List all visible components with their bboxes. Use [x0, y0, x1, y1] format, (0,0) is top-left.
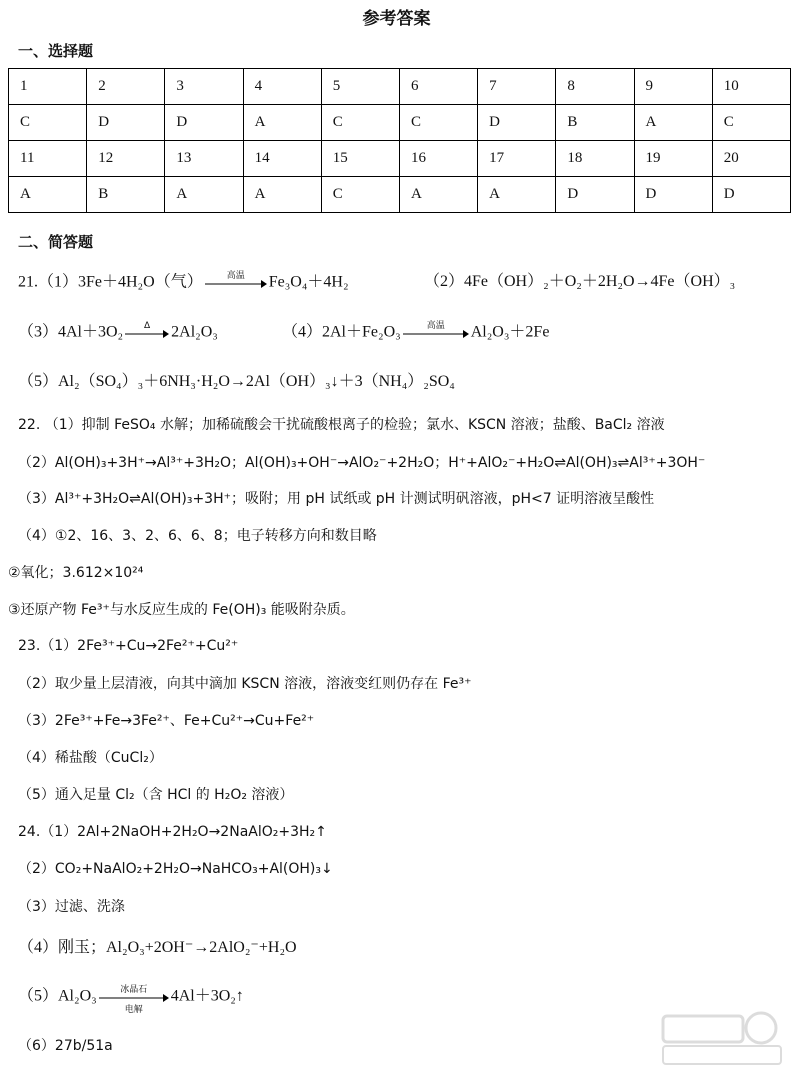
q21-part1-rhs: Fe₃O₄＋4H₂ — [268, 273, 349, 291]
q24-part2: （2）CO₂+NaAlO₂+2H₂O→NaHCO₃+Al(OH)₃↓ — [18, 861, 333, 877]
table-cell: D — [478, 105, 556, 141]
watermark-stamp-icon — [657, 1008, 787, 1068]
section-heading-short: 二、简答题 — [18, 233, 94, 251]
table-cell: 17 — [478, 141, 556, 177]
table-cell: 16 — [399, 141, 477, 177]
table-cell: 11 — [9, 141, 87, 177]
table-cell: 6 — [399, 69, 477, 105]
table-cell: 12 — [87, 141, 165, 177]
q22-part1: 22. （1）抑制 FeSO₄ 水解；加稀硫酸会干扰硫酸根离子的检验；氯水、KSCN 溶液；盐酸、BaCl₂ 溶液 — [18, 417, 665, 433]
table-cell: B — [87, 177, 165, 213]
table-cell: 13 — [165, 141, 243, 177]
table-row-answers — [9, 105, 791, 141]
table-cell: 2 — [87, 69, 165, 105]
table-cell: 8 — [556, 69, 634, 105]
table-cell: D — [634, 177, 712, 213]
table-cell: 20 — [712, 141, 790, 177]
table-cell: C — [321, 177, 399, 213]
q22-part3: （3）Al³⁺+3H₂O⇌Al(OH)₃+3H⁺；吸附；用 pH 试纸或 pH 计测试明矾溶液，pH<7 证明溶液呈酸性 — [18, 491, 655, 507]
table-cell: A — [9, 177, 87, 213]
table-cell: A — [399, 177, 477, 213]
table-cell: A — [243, 105, 321, 141]
table-cell: A — [243, 177, 321, 213]
reaction-condition: 高温 — [426, 321, 445, 331]
table-cell: A — [634, 105, 712, 141]
table-cell: D — [165, 105, 243, 141]
q21-part1-lhs: 21.（1）3Fe＋4H₂O（气） — [18, 273, 203, 291]
table-row-numbers — [9, 69, 791, 105]
q21-part3-rhs: 2Al₂O₃ — [171, 323, 218, 341]
q22-part4: （4）①2、16、3、2、6、6、8；电子转移方向和数目略 — [18, 528, 377, 544]
table-cell: A — [478, 177, 556, 213]
q21-part4-rhs: Al₂O₃＋2Fe — [470, 323, 550, 341]
q24-part1: 24.（1）2Al+2NaOH+2H₂O→2NaAlO₂+3H₂↑ — [18, 824, 327, 840]
q21-part5: （5）Al₂（SO₄）₃＋6NH₃·H₂O→2Al（OH）₃↓＋3（NH₄）₂SO₄ — [18, 373, 455, 390]
table-cell: D — [712, 177, 790, 213]
table-cell: 1 — [9, 69, 87, 105]
table-cell: C — [9, 105, 87, 141]
table-cell: 5 — [321, 69, 399, 105]
table-cell: 9 — [634, 69, 712, 105]
q21-part4 — [282, 322, 549, 344]
q21-part4-lhs: （4）2Al＋Fe₂O₃ — [282, 323, 401, 341]
reaction-arrow — [125, 322, 169, 344]
q24-part6: （6）27b/51a — [18, 1038, 113, 1054]
table-cell: 4 — [243, 69, 321, 105]
table-cell: 14 — [243, 141, 321, 177]
table-cell: D — [556, 177, 634, 213]
q22-part4-3: ③还原产物 Fe³⁺与水反应生成的 Fe(OH)₃ 能吸附杂质。 — [8, 602, 355, 618]
q24-part5-rhs: 4Al＋3O₂↑ — [170, 987, 244, 1005]
table-cell: B — [556, 105, 634, 141]
q24-part5-lhs: （5）Al₂O₃ — [18, 987, 97, 1005]
q23-part1: 23.（1）2Fe³⁺+Cu→2Fe²⁺+Cu²⁺ — [18, 638, 239, 654]
reaction-condition: 高温 — [226, 271, 245, 281]
table-row-answers — [9, 177, 791, 213]
table-cell: 18 — [556, 141, 634, 177]
q21-part3 — [18, 322, 218, 344]
table-cell: C — [712, 105, 790, 141]
table-cell: A — [165, 177, 243, 213]
q24-part4: （4）刚玉；Al₂O₃+2OH⁻→2AlO₂⁻+H₂O — [18, 939, 297, 956]
reaction-arrow — [403, 322, 469, 344]
reaction-condition-top: 冰晶石 — [120, 985, 148, 995]
q24-part5 — [18, 985, 244, 1015]
table-cell: D — [87, 105, 165, 141]
reaction-condition-bottom: 电解 — [124, 1005, 143, 1015]
watermark-logo — [657, 1008, 787, 1068]
table-row-numbers — [9, 141, 791, 177]
reaction-arrow — [99, 985, 169, 1015]
table-cell: C — [399, 105, 477, 141]
q23-part5: （5）通入足量 Cl₂（含 HCl 的 H₂O₂ 溶液） — [18, 787, 294, 803]
q24-part3: （3）过滤、洗涤 — [18, 899, 125, 915]
table-cell: 19 — [634, 141, 712, 177]
answer-table — [8, 68, 791, 213]
section-heading-choice: 一、选择题 — [18, 42, 94, 60]
q22-part2: （2）Al(OH)₃+3H⁺→Al³⁺+3H₂O；Al(OH)₃+OH⁻→AlO₂⁻+2H₂O；H⁺+AlO₂⁻+H₂O⇌Al(OH)₃⇌Al³⁺+3OH⁻ — [18, 455, 706, 471]
table-cell: 7 — [478, 69, 556, 105]
table-cell: C — [321, 105, 399, 141]
table-cell: 3 — [165, 69, 243, 105]
q23-part3: （3）2Fe³⁺+Fe→3Fe²⁺、Fe+Cu²⁺→Cu+Fe²⁺ — [18, 713, 315, 729]
table-cell: 10 — [712, 69, 790, 105]
page-title: 参考答案 — [362, 9, 431, 29]
q23-part2: （2）取少量上层清液，向其中滴加 KSCN 溶液，溶液变红则仍存在 Fe³⁺ — [18, 676, 472, 692]
q21-part3-lhs: （3）4Al＋3O₂ — [18, 323, 124, 341]
table-cell: 15 — [321, 141, 399, 177]
q22-part4-2: ②氧化；3.612×10²⁴ — [8, 565, 144, 581]
reaction-arrow — [205, 272, 267, 294]
q21-part2: （2）4Fe（OH）₂＋O₂＋2H₂O→4Fe（OH）₃ — [424, 273, 736, 290]
q23-part4: （4）稀盐酸（CuCl₂） — [18, 750, 163, 766]
q21-part1 — [18, 272, 349, 294]
reaction-condition: Δ — [144, 321, 151, 331]
